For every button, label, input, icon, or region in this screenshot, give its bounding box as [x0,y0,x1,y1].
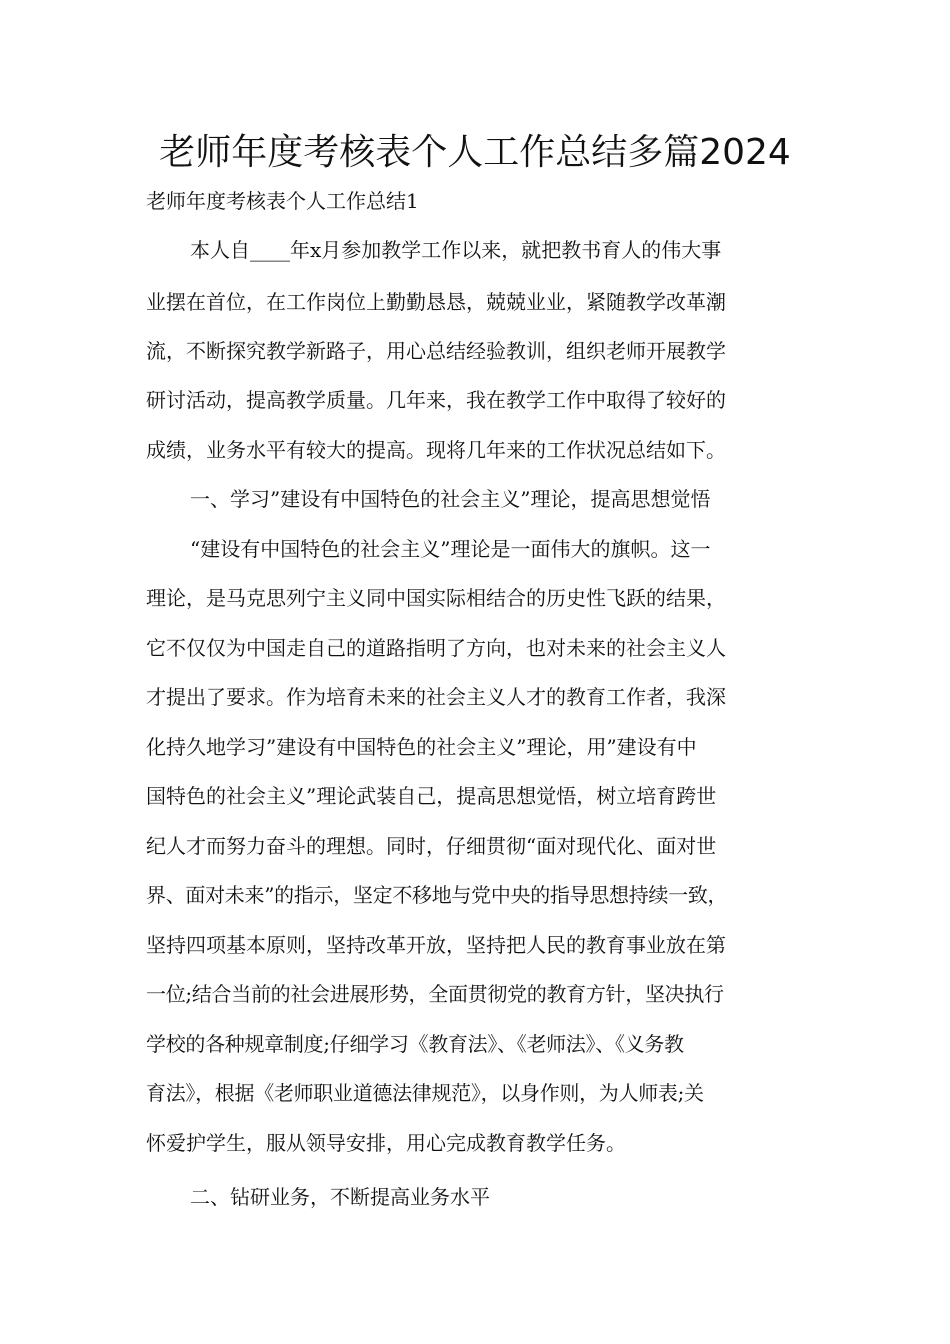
paragraph-line: 纪人才而努力奋斗的理想。同时，仔细贯彻“面对现代化、面对世 [146,834,717,858]
paragraph-line: 坚持四项基本原则，坚持改革开放，坚持把人民的教育事业放在第 [146,933,726,957]
paragraph-line: 界、面对未来”的指示，坚定不移地与党中央的指导思想持续一致， [146,883,728,907]
paragraph-line: 化持久地学习”建设有中国特色的社会主义”理论，用”建设有中 [146,735,697,759]
paragraph-line: 成绩，业务水平有较大的提高。现将几年来的工作状况总结如下。 [146,438,726,462]
paragraph-line: 它不仅仅为中国走自己的道路指明了方向，也对未来的社会主义人 [146,636,726,660]
paragraph-line: 本人自____年x月参加教学工作以来，就把教书育人的伟大事 [190,238,722,262]
paragraph-line: 学校的各种规章制度;仔细学习《教育法》、《老师法》、《义务教 [146,1032,684,1056]
paragraph-line: 业摆在首位，在工作岗位上勤勤恳恳，兢兢业业，紧随教学改革潮 [146,290,726,314]
paragraph-line: 育法》，根据《老师职业道德法律规范》，以身作则，为人师表;关 [146,1081,704,1105]
document-title: 老师年度考核表个人工作总结多篇2024 [159,132,791,173]
section-heading: 二、钻研业务，不断提高业务水平 [190,1185,490,1209]
paragraph-line: 研讨活动，提高教学质量。几年来，我在教学工作中取得了较好的 [146,388,726,412]
paragraph-line: 怀爱护学生，服从领导安排，用心完成教育教学任务。 [146,1131,626,1155]
paragraph-line: 流，不断探究教学新路子，用心总结经验教训，组织老师开展教学 [146,339,726,363]
paragraph-line: “建设有中国特色的社会主义”理论是一面伟大的旗帜。这一 [190,537,711,561]
section-heading: 一、学习”建设有中国特色的社会主义”理论，提高思想觉悟 [190,487,711,511]
paragraph-line: 国特色的社会主义”理论武装自己，提高思想觉悟，树立培育跨世 [146,784,717,808]
document-subtitle: 老师年度考核表个人工作总结1 [146,189,419,213]
paragraph-line: 理论，是马克思列宁主义同中国实际相结合的历史性飞跃的结果， [146,586,726,610]
paragraph-line: 才提出了要求。作为培育未来的社会主义人才的教育工作者，我深 [146,685,726,709]
paragraph-line: 一位;结合当前的社会进展形势，全面贯彻党的教育方针，坚决执行 [146,982,724,1006]
